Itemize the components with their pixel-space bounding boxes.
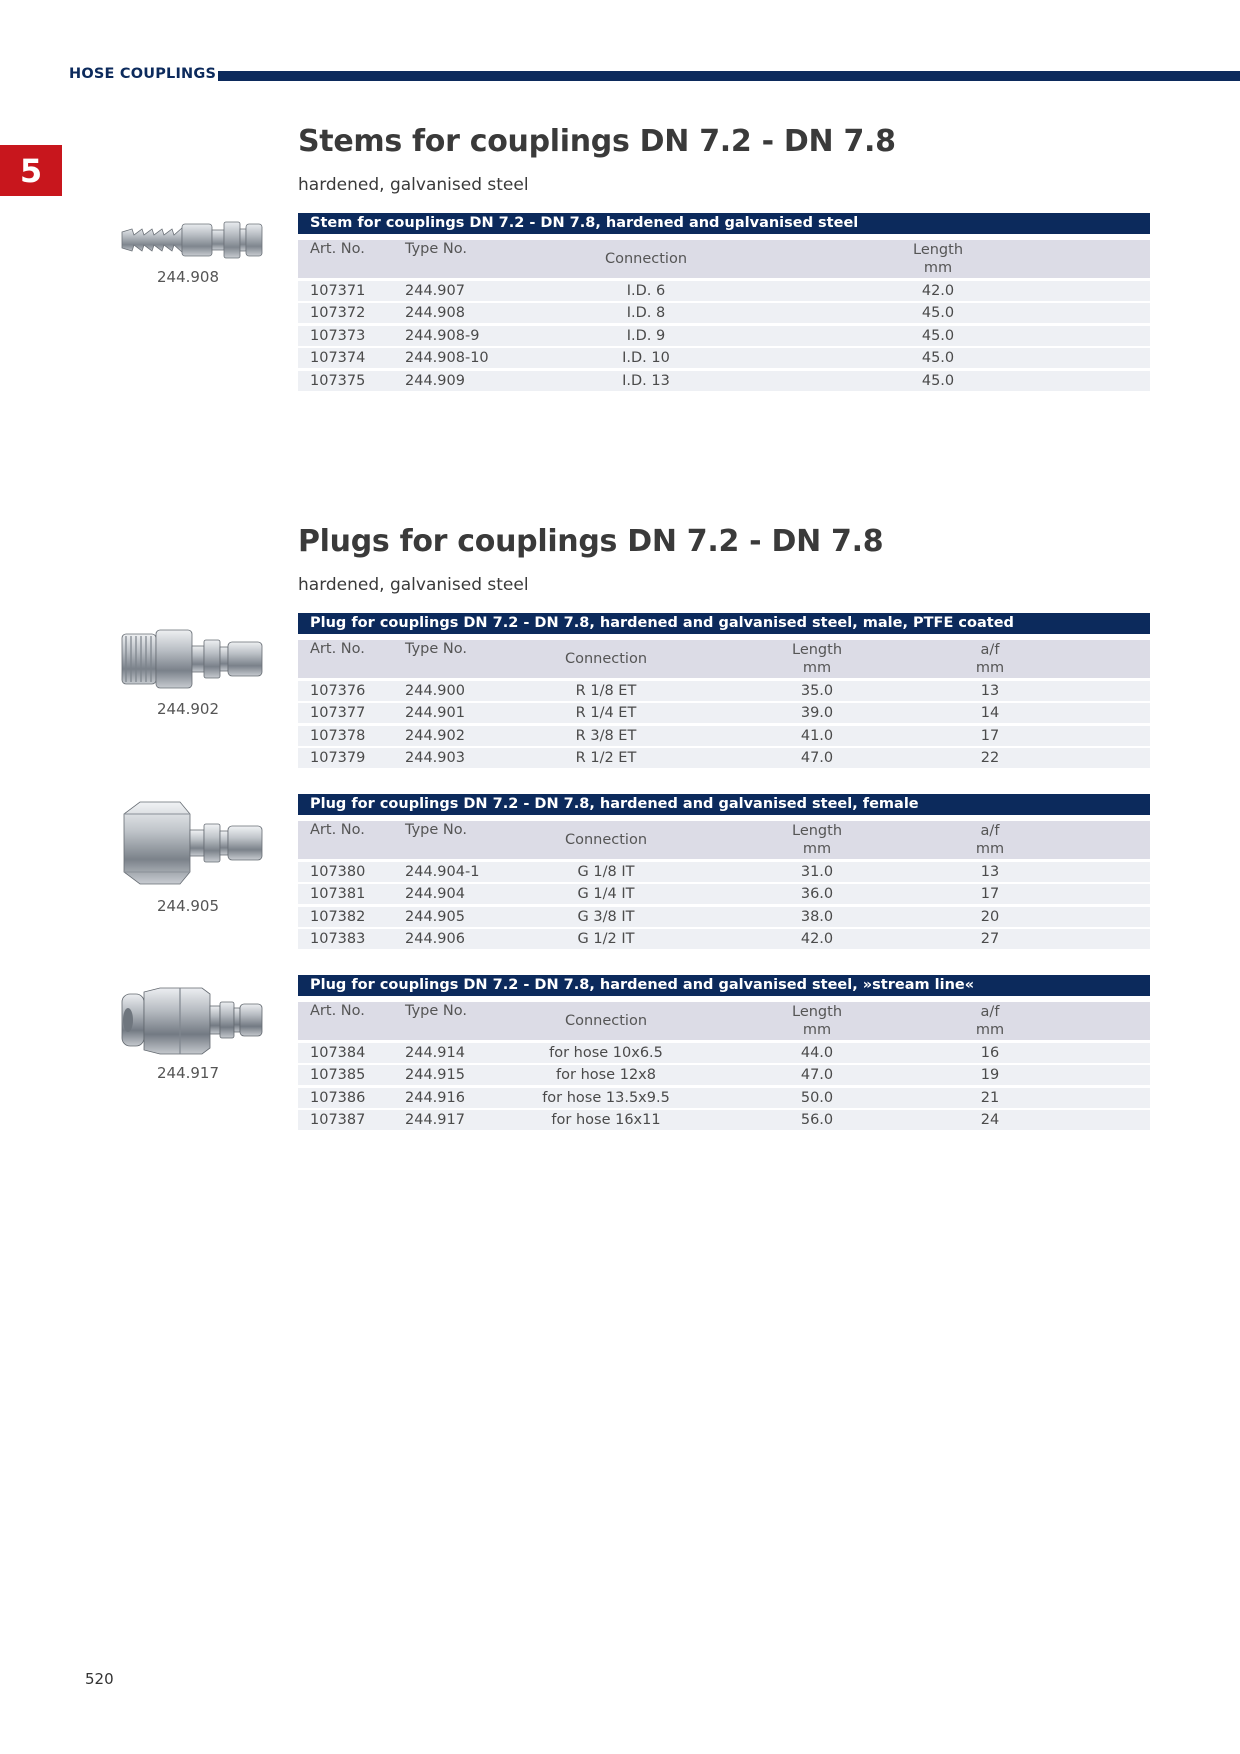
col-header-length — [913, 240, 963, 278]
col-header-length-unit: mm — [802, 660, 832, 676]
page-number: 520 — [85, 1670, 114, 1688]
cell-connection: G 3/8 IT — [577, 908, 635, 925]
section-title-plugs: Plugs for couplings DN 7.2 - DN 7.8 — [298, 524, 884, 559]
cell-length: 45.0 — [921, 372, 955, 389]
cell-type-no: 244.917 — [405, 1112, 465, 1129]
cell-connection: G 1/8 IT — [577, 864, 635, 880]
cell-art-no: 107383 — [310, 931, 366, 948]
cell-length: 31.0 — [800, 864, 834, 880]
cell-af: 21 — [980, 1089, 1000, 1106]
cell-length: 39.0 — [800, 705, 834, 722]
col-header-connection: Connection — [564, 832, 648, 848]
product-label: 244.905 — [156, 897, 220, 915]
cell-length: 35.0 — [800, 683, 834, 699]
cell-af: 16 — [980, 1045, 1000, 1061]
running-header: HOSE COUPLINGS — [69, 66, 217, 82]
cell-af: 24 — [980, 1112, 1000, 1129]
cell-af: 17 — [980, 727, 1000, 744]
cell-art-no: 107381 — [310, 886, 366, 903]
cell-art-no: 107386 — [310, 1089, 366, 1106]
cell-connection: R 1/2 ET — [575, 750, 637, 767]
col-header-af-unit: mm — [975, 1022, 1005, 1038]
cell-connection: G 1/2 IT — [577, 931, 635, 948]
cell-length: 41.0 — [800, 727, 834, 744]
cell-length: 56.0 — [800, 1112, 834, 1129]
table-title: Stem for couplings DN 7.2 - DN 7.8, hardened and galvanised steel — [298, 213, 1150, 234]
cell-type-no: 244.904 — [405, 886, 465, 903]
cell-af: 17 — [980, 886, 1000, 903]
table-row — [298, 326, 1150, 346]
col-header-art-no: Art. No. — [310, 1003, 365, 1019]
cell-art-no: 107385 — [310, 1067, 366, 1084]
cell-art-no: 107380 — [310, 864, 366, 880]
cell-type-no: 244.908-10 — [405, 350, 489, 367]
cell-type-no: 244.904-1 — [405, 864, 480, 880]
table-row — [298, 862, 1150, 882]
table-row — [298, 371, 1150, 391]
cell-length: 42.0 — [800, 931, 834, 948]
cell-connection: I.D. 6 — [626, 283, 666, 299]
section-title-stems: Stems for couplings DN 7.2 - DN 7.8 — [298, 124, 896, 159]
cell-type-no: 244.907 — [405, 283, 465, 299]
col-header-type-no: Type No. — [405, 822, 467, 838]
chapter-tab: 5 — [0, 145, 62, 196]
table-row — [298, 303, 1150, 323]
cell-type-no: 244.908-9 — [405, 327, 480, 344]
col-header-length — [792, 821, 842, 859]
cell-art-no: 107372 — [310, 305, 366, 322]
cell-art-no: 107376 — [310, 683, 366, 699]
col-header-connection: Connection — [564, 651, 648, 667]
cell-art-no: 107377 — [310, 705, 366, 722]
cell-type-no: 244.908 — [405, 305, 465, 322]
cell-art-no: 107382 — [310, 908, 366, 925]
female-plug-icon — [120, 800, 266, 886]
hose-stem-icon — [120, 216, 266, 264]
col-header-connection: Connection — [604, 251, 688, 267]
col-header-length-label: Length — [791, 823, 843, 839]
female-plug-table — [298, 794, 1150, 952]
col-header-af-unit: mm — [975, 660, 1005, 676]
table-row — [298, 907, 1150, 927]
cell-type-no: 244.901 — [405, 705, 465, 722]
cell-type-no: 244.902 — [405, 727, 465, 744]
cell-type-no: 244.905 — [405, 908, 465, 925]
col-header-af — [976, 821, 1004, 859]
table-row — [298, 748, 1150, 768]
cell-af: 22 — [980, 750, 1000, 767]
cell-af: 13 — [980, 683, 1000, 699]
section-subtitle-plugs: hardened, galvanised steel — [298, 575, 529, 595]
table-row — [298, 726, 1150, 746]
cell-connection: I.D. 10 — [622, 350, 670, 367]
col-header-af — [976, 640, 1004, 678]
cell-length: 45.0 — [921, 327, 955, 344]
male-plug-icon — [120, 626, 266, 692]
col-header-length-unit: mm — [802, 841, 832, 857]
table-row — [298, 281, 1150, 301]
col-header-type-no: Type No. — [405, 641, 467, 657]
cell-af: 14 — [980, 705, 1000, 722]
table-title: Plug for couplings DN 7.2 - DN 7.8, hardened and galvanised steel, »stream line« — [298, 975, 1150, 996]
cell-type-no: 244.914 — [405, 1045, 465, 1061]
table-header-row — [298, 240, 1150, 278]
table-row — [298, 929, 1150, 949]
stem-table — [298, 213, 1150, 393]
product-label: 244.902 — [156, 700, 220, 718]
cell-connection: I.D. 13 — [622, 372, 670, 389]
table-row — [298, 681, 1150, 701]
col-header-length-label: Length — [791, 1004, 843, 1020]
cell-type-no: 244.903 — [405, 750, 465, 767]
stream-line-plug-table — [298, 975, 1150, 1133]
table-title: Plug for couplings DN 7.2 - DN 7.8, hardened and galvanised steel, female — [298, 794, 1150, 815]
table-row — [298, 348, 1150, 368]
table-header-row — [298, 640, 1150, 678]
male-plug-table — [298, 613, 1150, 771]
table-title: Plug for couplings DN 7.2 - DN 7.8, hardened and galvanised steel, male, PTFE coated — [298, 613, 1150, 634]
cell-length: 45.0 — [921, 305, 955, 322]
table-row — [298, 1110, 1150, 1130]
cell-art-no: 107371 — [310, 283, 366, 299]
col-header-length-label: Length — [791, 642, 843, 658]
cell-af: 19 — [980, 1067, 1000, 1084]
col-header-af-label: a/f — [980, 1004, 1000, 1020]
cell-connection: R 3/8 ET — [575, 727, 637, 744]
cell-type-no: 244.909 — [405, 372, 465, 389]
cell-connection: for hose 10x6.5 — [549, 1045, 663, 1061]
cell-connection: R 1/8 ET — [575, 683, 637, 699]
cell-art-no: 107378 — [310, 727, 366, 744]
col-header-length-label: Length — [912, 242, 964, 258]
cell-length: 50.0 — [800, 1089, 834, 1106]
cell-type-no: 244.906 — [405, 931, 465, 948]
cell-length: 42.0 — [921, 283, 955, 299]
col-header-type-no: Type No. — [405, 241, 467, 257]
col-header-af — [976, 1002, 1004, 1040]
cell-length: 44.0 — [800, 1045, 834, 1061]
stream-line-plug-icon — [120, 986, 266, 1056]
cell-af: 13 — [980, 864, 1000, 880]
cell-length: 38.0 — [800, 908, 834, 925]
header-bar — [218, 71, 1240, 81]
cell-type-no: 244.900 — [405, 683, 465, 699]
col-header-connection: Connection — [564, 1013, 648, 1029]
cell-length: 45.0 — [921, 350, 955, 367]
table-header-row — [298, 821, 1150, 859]
col-header-af-label: a/f — [980, 823, 1000, 839]
cell-art-no: 107373 — [310, 327, 366, 344]
col-header-art-no: Art. No. — [310, 641, 365, 657]
cell-art-no: 107387 — [310, 1112, 366, 1129]
table-header-row — [298, 1002, 1150, 1040]
cell-art-no: 107374 — [310, 350, 366, 367]
cell-connection: R 1/4 ET — [575, 705, 637, 722]
cell-connection: I.D. 8 — [626, 305, 666, 322]
cell-length: 47.0 — [800, 1067, 834, 1084]
col-header-art-no: Art. No. — [310, 822, 365, 838]
cell-length: 36.0 — [800, 886, 834, 903]
cell-length: 47.0 — [800, 750, 834, 767]
table-row — [298, 1065, 1150, 1085]
col-header-length-unit: mm — [923, 260, 953, 276]
product-label: 244.917 — [156, 1064, 220, 1082]
section-subtitle-stems: hardened, galvanised steel — [298, 175, 529, 195]
cell-art-no: 107379 — [310, 750, 366, 767]
col-header-length — [792, 1002, 842, 1040]
col-header-type-no: Type No. — [405, 1003, 467, 1019]
col-header-length-unit: mm — [802, 1022, 832, 1038]
col-header-af-label: a/f — [980, 642, 1000, 658]
cell-connection: for hose 16x11 — [551, 1112, 661, 1129]
table-row — [298, 1043, 1150, 1063]
cell-af: 27 — [980, 931, 1000, 948]
cell-connection: for hose 12x8 — [556, 1067, 656, 1084]
col-header-art-no: Art. No. — [310, 241, 365, 257]
cell-connection: for hose 13.5x9.5 — [542, 1089, 670, 1106]
cell-art-no: 107384 — [310, 1045, 366, 1061]
cell-type-no: 244.916 — [405, 1089, 465, 1106]
col-header-length — [792, 640, 842, 678]
cell-connection: G 1/4 IT — [577, 886, 635, 903]
cell-af: 20 — [980, 908, 1000, 925]
cell-connection: I.D. 9 — [626, 327, 666, 344]
product-label: 244.908 — [156, 268, 220, 286]
table-row — [298, 884, 1150, 904]
table-row — [298, 703, 1150, 723]
col-header-af-unit: mm — [975, 841, 1005, 857]
cell-art-no: 107375 — [310, 372, 366, 389]
table-row — [298, 1088, 1150, 1108]
cell-type-no: 244.915 — [405, 1067, 465, 1084]
